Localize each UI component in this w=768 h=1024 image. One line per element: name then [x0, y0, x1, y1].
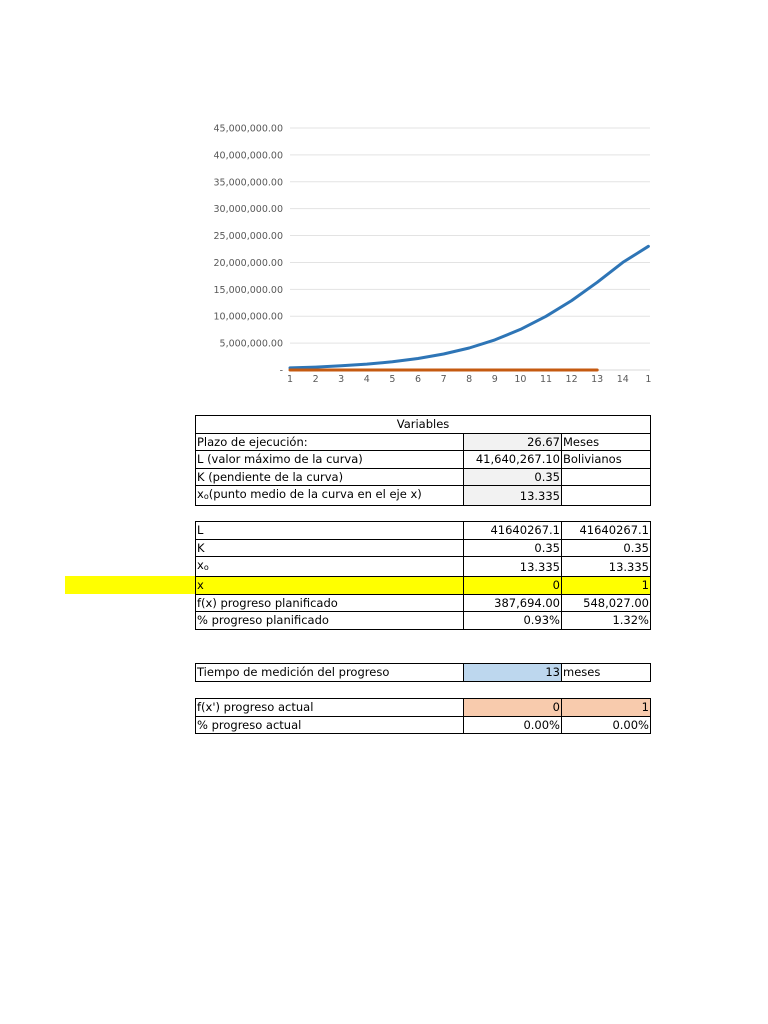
- x-tick-label: 13: [591, 374, 604, 385]
- table-row: [196, 664, 651, 682]
- calc-label: f(x) progreso planificado: [196, 594, 464, 612]
- y-tick-label: 45,000,000.00: [213, 123, 283, 135]
- table-row: [196, 539, 651, 557]
- table-row: [196, 594, 651, 612]
- actual-value[interactable]: 0.00%: [464, 716, 562, 734]
- var-label: K (pendiente de la curva): [196, 468, 464, 486]
- actual-label: f(x') progreso actual: [196, 699, 464, 717]
- chart: [0, 0, 768, 400]
- calc-value[interactable]: 387,694.00: [464, 594, 562, 612]
- calc-label: $x_o$: [196, 557, 464, 577]
- y-tick-label: 40,000,000.00: [213, 150, 283, 162]
- calc-value[interactable]: 13.335: [562, 557, 651, 577]
- measurement-value[interactable]: 13: [464, 664, 562, 682]
- table-row: [196, 451, 651, 469]
- gridlines: [290, 128, 650, 370]
- x-tick-label: 14: [616, 374, 629, 385]
- var-label: L (valor máximo de la curva): [196, 451, 464, 469]
- y-tick-label: -: [279, 365, 283, 377]
- var-value[interactable]: 13.335: [464, 486, 562, 506]
- table-row: [196, 577, 651, 595]
- var-unit: [562, 486, 651, 506]
- calc-label: L: [196, 522, 464, 540]
- calc-label: % progreso planificado: [196, 612, 464, 630]
- x-tick-label: 5: [389, 374, 396, 385]
- measurement-unit: meses: [562, 664, 651, 682]
- y-tick-label: 30,000,000.00: [213, 204, 283, 216]
- y-tick-label: 25,000,000.00: [213, 231, 283, 243]
- var-value[interactable]: 26.67: [464, 433, 562, 451]
- var-unit: Meses: [562, 433, 651, 451]
- y-axis-ticks: [213, 124, 283, 377]
- table-row: [196, 699, 651, 717]
- actual-progress-table: [195, 698, 651, 734]
- calc-value[interactable]: 13.335: [464, 557, 562, 577]
- calc-value[interactable]: 548,027.00: [562, 594, 651, 612]
- x-axis-ticks: [287, 374, 651, 385]
- actual-label: % progreso actual: [196, 716, 464, 734]
- variables-header: Variables: [196, 416, 651, 434]
- calc-label: x: [196, 577, 464, 595]
- series-lines: [290, 246, 648, 370]
- table-row: [196, 716, 651, 734]
- measurement-label: Tiempo de medición del progreso: [196, 664, 464, 682]
- variables-table: [195, 415, 651, 506]
- var-value[interactable]: 0.35: [464, 468, 562, 486]
- x-tick-label: 9: [491, 374, 498, 385]
- calc-value[interactable]: 41640267.1: [562, 522, 651, 540]
- calc-value[interactable]: 41640267.1: [464, 522, 562, 540]
- x-tick-label: 7: [440, 374, 447, 385]
- table-row: [196, 612, 651, 630]
- x-tick-label: 12: [565, 374, 578, 385]
- table-row: [196, 486, 651, 506]
- calc-value[interactable]: 0.93%: [464, 612, 562, 630]
- var-label: Plazo de ejecución:: [196, 433, 464, 451]
- calc-value[interactable]: 1.32%: [562, 612, 651, 630]
- table-row: [196, 522, 651, 540]
- series-line-1: [290, 246, 648, 368]
- table-row: [196, 433, 651, 451]
- calculation-table: [195, 521, 651, 630]
- x-tick-label: 2: [312, 374, 319, 385]
- calc-value[interactable]: 0.35: [464, 539, 562, 557]
- actual-value[interactable]: 1: [562, 699, 651, 717]
- x-tick-label: 6: [414, 374, 422, 385]
- x-tick-label: 4: [363, 374, 370, 385]
- y-tick-label: 20,000,000.00: [213, 257, 283, 269]
- var-label: $x_o(punto$ medio de la curva en el eje x): [196, 486, 464, 506]
- y-tick-label: 10,000,000.00: [213, 311, 283, 323]
- highlight-strip: [65, 576, 195, 594]
- y-tick-label: 5,000,000.00: [219, 338, 283, 350]
- x-tick-label: 1: [286, 374, 294, 385]
- table-row: [196, 468, 651, 486]
- x-tick-label: 10: [514, 374, 527, 385]
- x-tick-label: 11: [539, 374, 553, 385]
- var-unit: [562, 468, 651, 486]
- actual-value[interactable]: 0.00%: [562, 716, 651, 734]
- calc-value[interactable]: 1: [562, 577, 651, 595]
- calc-value[interactable]: 0: [464, 577, 562, 595]
- var-value[interactable]: 41,640,267.10: [464, 451, 562, 469]
- x-tick-label: 1: [645, 374, 652, 385]
- table-row: [196, 557, 651, 577]
- var-unit: Bolivianos: [562, 451, 651, 469]
- y-tick-label: 15,000,000.00: [213, 284, 283, 296]
- y-tick-label: 35,000,000.00: [213, 177, 283, 189]
- x-tick-label: 8: [466, 374, 473, 385]
- calc-label: K: [196, 539, 464, 557]
- x-tick-label: 3: [338, 374, 345, 385]
- measurement-table: [195, 663, 651, 682]
- calc-value[interactable]: 0.35: [562, 539, 651, 557]
- actual-value[interactable]: 0: [464, 699, 562, 717]
